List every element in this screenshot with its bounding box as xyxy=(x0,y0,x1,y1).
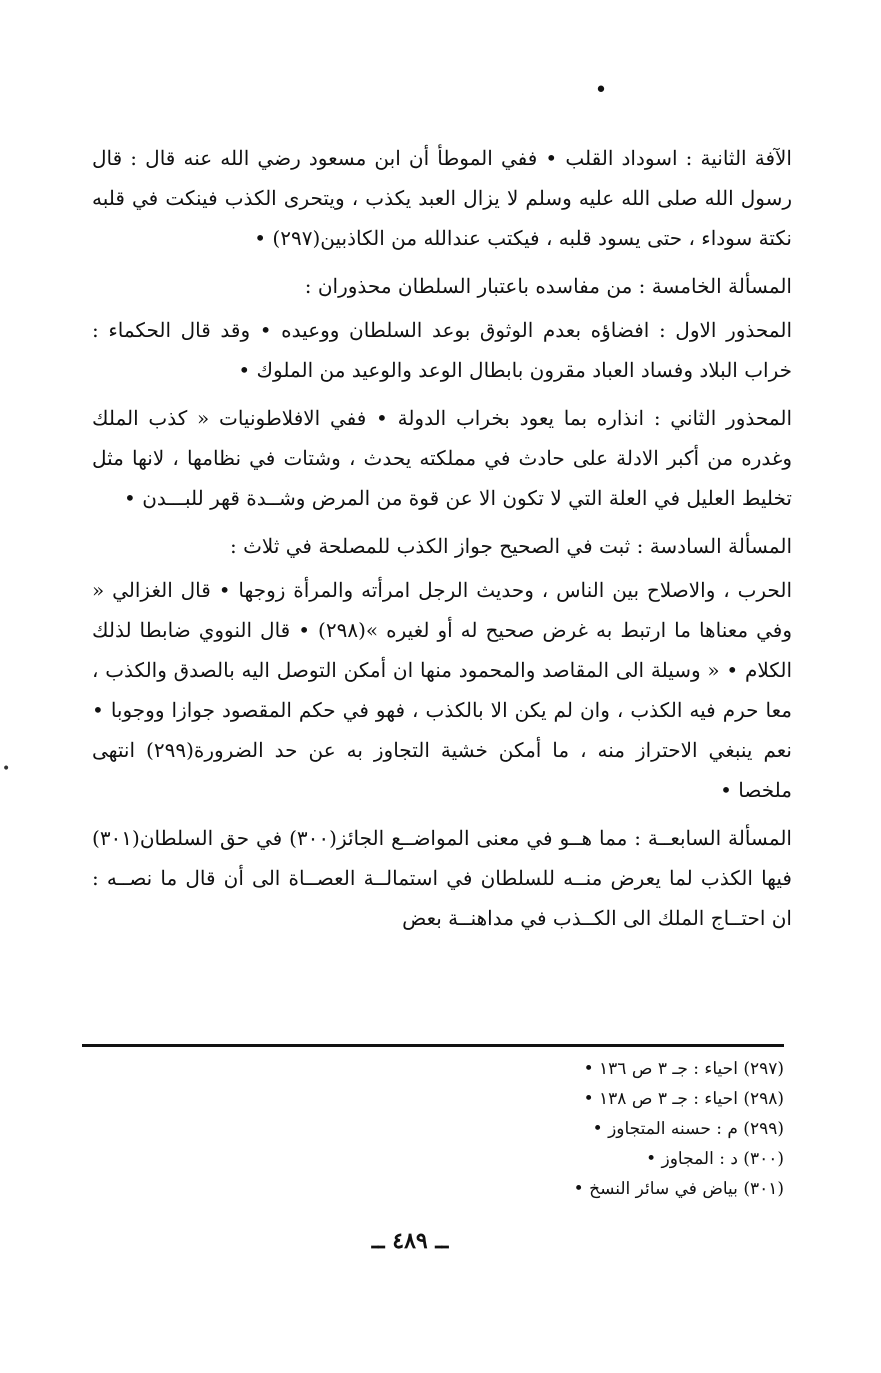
paragraph-sixth-issue: المسألة السادسة : ثبت في الصحيح جواز الكذب للمصلحة في ثلاث : xyxy=(229,534,792,558)
header-dot: • xyxy=(594,78,608,103)
footnote-separator xyxy=(82,1044,784,1047)
footnote-298: (٢٩٨) احياء : جـ ٣ ص ١٣٨ • xyxy=(583,1089,784,1109)
paragraph-fifth-issue: المسألة الخامسة : من مفاسده باعتبار السلطان محذوران : xyxy=(304,274,792,298)
footnote-297: (٢٩٧) احياء : جـ ٣ ص ١٣٦ • xyxy=(583,1059,784,1079)
footnotes xyxy=(300,1054,784,1204)
page-number: ــ ٤٨٩ ــ xyxy=(371,1228,449,1254)
paragraph-blackening-heart: الآفة الثانية : اسوداد القلب • ففي الموطأ أن ابن مسعود رضي الله عنه قال : قال رسول الله صلى الله عليه وسلم لا يزال العبد يكذب ، ويتحرى الكذب فينكت في قلبه نكتة سوداء ، حتى يسود قلبه ، فيكتب عندالله من الكاذبين(٢٩٧) • xyxy=(92,146,792,250)
footnote-301: (٣٠١) بياض في سائر النسخ • xyxy=(573,1179,784,1199)
paragraph-first-caution: المحذور الاول : افضاؤه بعدم الوثوق بوعد السلطان ووعيده • وقد قال الحكماء : خراب البلاد وفساد العباد مقرون بابطال الوعد والوعيد من الملوك • xyxy=(92,318,792,382)
margin-mark: • xyxy=(2,761,11,777)
paragraph-second-caution: المحذور الثاني : انذاره بما يعود بخراب الدولة • ففي الافلاطونيات « كذب الملك وغدره من أكبر الادلة على حادث في مملكته يحدث ، وشتات في نظامها ، لانها مثل تخليط العليل في العلة التي لا تكون الا عن قوة من المرض وشــدة قهر للبـــدن • xyxy=(92,406,792,510)
footnote-299: (٢٩٩) م : حسنه المتجاوز • xyxy=(592,1119,784,1139)
paragraph-seventh-issue: المسألة السابعــة : مما هــو في معنى المواضــع الجائز(٣٠٠) في حق السلطان(٣٠١) فيها الكذب لما يعرض منــه للسلطان في استمالــة العصــاة الى أن قال ما نصــه : ان احتــاج الملك الى الكــذب في مداهنــة بعض xyxy=(92,826,792,930)
footnote-300: (٣٠٠) د : المجاوز • xyxy=(646,1149,784,1169)
paragraph-war-reconciliation: الحرب ، والاصلاح بين الناس ، وحديث الرجل امرأته والمرأة زوجها • قال الغزالي « وفي معناها ما ارتبط به غرض صحيح له أو لغيره »(٢٩٨) • قال النووي ضابطا لذلك الكلام • « وسيلة الى المقاصد والمحمود منها ان أمكن التوصل اليه بالصدق والكذب ، معا حرم فيه الكذب ، وان لم يكن الا بالكذب ، فهو في حكم المقصود جوازا ووجوبا • نعم ينبغي الاحتراز منه ، ما أمكن خشية التجاوز به عن حد الضرورة(٢٩٩) انتهى ملخصا • xyxy=(92,578,792,802)
main-text xyxy=(92,138,792,946)
